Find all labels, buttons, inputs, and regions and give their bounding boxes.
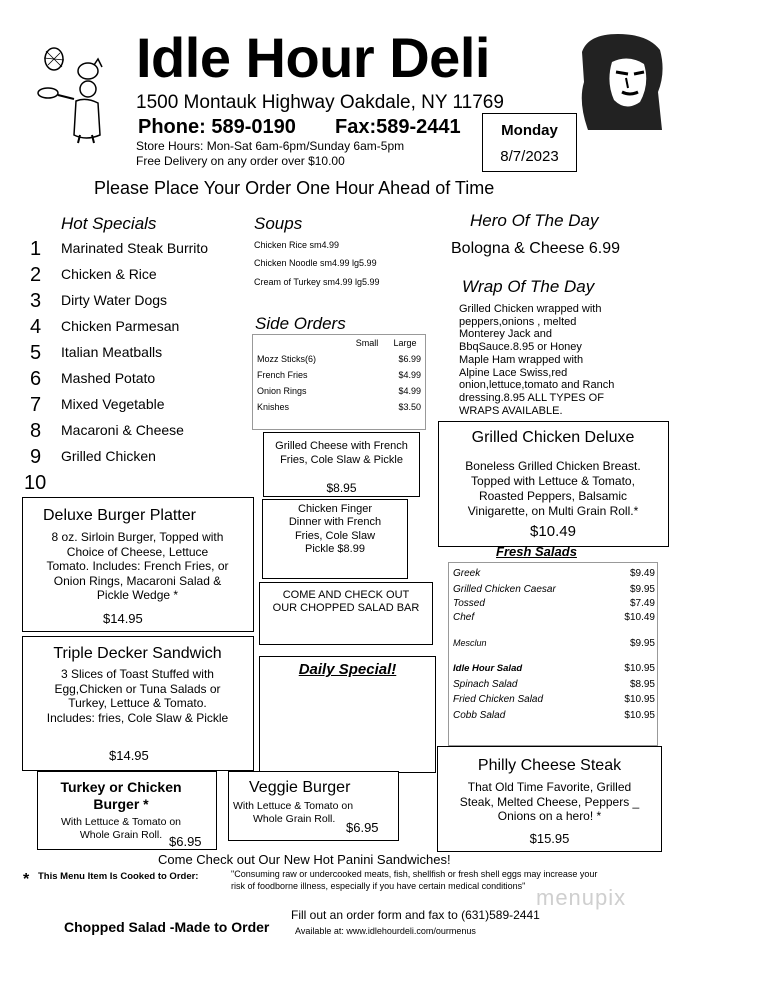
hero-item: Bologna & Cheese 6.99	[451, 240, 621, 257]
turkey-burger-price: $6.95	[169, 834, 202, 849]
number: 5	[30, 342, 42, 364]
salad-bar-desc: COME AND CHECK OUT OUR CHOPPED SALAD BAR	[272, 589, 420, 614]
salad-price: $9.49	[629, 568, 655, 580]
list-item: Dirty Water Dogs	[61, 292, 168, 308]
address: 1500 Montauk Highway Oakdale, NY 11769	[136, 92, 504, 113]
restaurant-title: Idle Hour Deli	[136, 26, 490, 89]
salad-name: Cobb Salad	[453, 709, 506, 721]
delivery-note: Free Delivery on any order over $10.00	[136, 154, 345, 168]
store-hours: Store Hours: Mon-Sat 6am-6pm/Sunday 6am-5pm	[136, 139, 405, 153]
salad-price: $10.49	[624, 612, 655, 624]
philly-box	[437, 746, 662, 852]
soups-title: Soups	[254, 214, 303, 233]
deluxe-burger-title: Deluxe Burger Platter	[43, 507, 196, 524]
list-item: Grilled Chicken	[61, 448, 156, 464]
side-name: French Fries	[257, 370, 308, 380]
side-large: $4.99	[398, 386, 421, 396]
table-row	[453, 692, 655, 708]
side-small	[347, 351, 387, 367]
side-small	[347, 399, 387, 415]
list-item: Mixed Vegetable	[61, 396, 165, 412]
deluxe-burger-price: $14.95	[103, 611, 143, 626]
salad-price: $10.95	[624, 694, 655, 706]
list-item: Chicken & Rice	[61, 266, 157, 282]
triple-decker-desc: 3 Slices of Toast Stuffed with Egg,Chicken or Tuna Salads or Turkey, Lettuce & Tomato. Includes: fries, Cole Slaw & Pickle	[46, 667, 229, 725]
number: 8	[30, 420, 42, 442]
salad-price: $10.95	[624, 663, 655, 675]
gcd-price: $10.49	[530, 523, 576, 540]
salad-name: Fried Chicken Salad	[453, 694, 544, 706]
salad-name: Idle Hour Salad	[453, 663, 523, 675]
side-large: $6.99	[398, 354, 421, 364]
side-orders-title: Side Orders	[255, 314, 346, 333]
food-warning: "Consuming raw or undercooked meats, fish, shellfish or fresh shell eggs may increase your risk of foodborne illness, especially if you have certain medical conditions"	[231, 869, 598, 891]
salad-name: Grilled Chicken Caesar	[453, 583, 556, 595]
turkey-burger-box	[37, 771, 217, 850]
salad-price: $9.95	[629, 637, 655, 649]
hot-specials-title: Hot Specials	[61, 214, 157, 233]
salad-name: Chef	[453, 612, 475, 624]
table-row	[453, 661, 655, 677]
list-item: Mashed Potato	[61, 370, 156, 386]
number: 3	[30, 290, 42, 312]
veggie-burger-box	[228, 771, 399, 841]
wrap-title: Wrap Of The Day	[462, 277, 595, 296]
deluxe-burger-desc: 8 oz. Sirloin Burger, Topped with Choice of Cheese, Lettuce Tomato. Includes: French Fries, or Onion Rings, Macaroni Salad & Pickle Wedge *	[46, 530, 229, 603]
grilled-chicken-deluxe-box	[438, 421, 669, 547]
fax-form-note: Fill out an order form and fax to (631)589-2441	[291, 908, 540, 922]
side-large: $4.99	[398, 370, 421, 380]
gcd-title: Grilled Chicken Deluxe	[471, 429, 635, 446]
number: 2	[30, 264, 42, 286]
number: 10	[24, 472, 47, 494]
veggie-burger-title: Veggie Burger	[249, 779, 351, 796]
triple-decker-price: $14.95	[109, 748, 149, 763]
date-box	[482, 113, 577, 172]
list-item: Italian Meatballs	[61, 344, 163, 360]
table-row	[255, 351, 423, 367]
side-small	[347, 383, 387, 399]
side-name: Knishes	[257, 402, 290, 412]
table-row	[255, 383, 423, 399]
chicken-finger-desc: Chicken Finger Dinner with French Fries, Cole Slaw Pickle $8.99	[288, 503, 382, 555]
list-item: Marinated Steak Burrito	[61, 240, 209, 256]
soup-item: Chicken Noodle sm4.99 lg5.99	[254, 258, 377, 268]
order-notice: Please Place Your Order One Hour Ahead of Time	[94, 178, 495, 198]
chef-clipart	[36, 45, 108, 145]
watermark-text: menupix	[536, 885, 627, 910]
table-row	[453, 677, 655, 693]
menu-link[interactable]: Available at: www.idlehourdeli.com/ourmenus	[295, 926, 476, 936]
salad-price: $10.95	[624, 709, 655, 721]
salad-name: Mesclun	[453, 638, 487, 649]
table-row	[453, 582, 655, 598]
table-row	[453, 626, 655, 636]
portrait-image	[578, 32, 666, 130]
number: 1	[30, 238, 42, 260]
number: 7	[30, 394, 42, 416]
philly-title: Philly Cheese Steak	[477, 757, 622, 774]
table-row	[453, 636, 655, 652]
soup-item: Cream of Turkey sm4.99 lg5.99	[254, 277, 380, 287]
number: 9	[30, 446, 42, 468]
list-item: Macaroni & Cheese	[61, 422, 184, 438]
fresh-salads-table	[448, 562, 658, 746]
side-name: Onion Rings	[257, 386, 307, 396]
table-row	[255, 367, 423, 383]
side-small	[347, 367, 387, 383]
table-row	[453, 708, 655, 724]
date-label: 8/7/2023	[500, 148, 559, 165]
salad-price: $8.95	[629, 678, 655, 690]
table-row	[453, 597, 655, 610]
salad-bar-box	[259, 582, 433, 645]
table-row	[255, 399, 423, 415]
daily-special-title: Daily Special!	[298, 661, 397, 678]
number: 4	[30, 316, 42, 338]
turkey-burger-desc: With Lettuce & Tomato on Whole Grain Roll.	[60, 816, 182, 841]
day-label: Monday	[501, 122, 558, 139]
gcd-desc: Boneless Grilled Chicken Breast. Topped with Lettuce & Tomato, Roasted Peppers, Balsamic Vinigarette, on Multi Grain Roll.*	[465, 459, 641, 518]
fresh-salads-title: Fresh Salads	[496, 544, 577, 559]
fax: Fax:589-2441	[335, 116, 461, 138]
cooked-to-order-note: This Menu Item Is Cooked to Order:	[38, 871, 199, 882]
salad-price: $7.49	[629, 598, 655, 609]
col-large: Large	[393, 338, 417, 348]
side-orders-table	[252, 334, 426, 430]
col-small: Small	[355, 338, 379, 348]
list-item: Chicken Parmesan	[61, 318, 180, 334]
triple-decker-title: Triple Decker Sandwich	[53, 645, 222, 662]
table-row	[453, 610, 655, 626]
daily-special-box	[259, 656, 436, 773]
wrap-description: Grilled Chicken wrapped with peppers,onions , melted Monterey Jack and BbqSauce.8.95 or Honey Maple Ham wrapped with Alpine Lace Swiss,red onion,lettuce,tomato and Ranch dressing.8.95 ALL TYPES OF WRAPS AVAILABLE.	[459, 303, 615, 417]
grilled-cheese-box	[263, 432, 420, 497]
salad-name: Greek	[453, 568, 481, 580]
philly-desc: That Old Time Favorite, Grilled Steak, Melted Cheese, Peppers _ Onions on a hero! *	[459, 780, 640, 823]
grilled-cheese-desc: Grilled Cheese with French Fries, Cole Slaw & Pickle	[275, 440, 408, 466]
grilled-cheese-price: $8.95	[326, 481, 357, 495]
chicken-finger-box	[262, 499, 408, 579]
panini-notice: Come Check out Our New Hot Panini Sandwiches!	[158, 852, 451, 867]
table-row	[453, 651, 655, 661]
chopped-salad-note: Chopped Salad -Made to Order	[64, 919, 270, 935]
veggie-burger-price: $6.95	[346, 820, 379, 835]
salad-price: $9.95	[629, 583, 655, 595]
salad-name: Tossed	[453, 598, 485, 609]
phone: Phone: 589-0190	[138, 116, 296, 138]
philly-price: $15.95	[529, 831, 570, 846]
star-marker: *	[23, 871, 30, 888]
side-name: Mozz Sticks(6)	[257, 354, 317, 364]
turkey-burger-title: Turkey or Chicken Burger *	[60, 779, 182, 812]
deluxe-burger-box	[22, 497, 254, 632]
table-row	[453, 566, 655, 582]
number: 6	[30, 368, 42, 390]
salad-name: Spinach Salad	[453, 678, 518, 690]
triple-decker-box	[22, 636, 254, 771]
soup-item: Chicken Rice sm4.99	[254, 240, 340, 250]
veggie-burger-desc: With Lettuce & Tomato on Whole Grain Roll.	[233, 800, 354, 825]
hero-title: Hero Of The Day	[470, 211, 599, 230]
side-large: $3.50	[398, 402, 421, 412]
